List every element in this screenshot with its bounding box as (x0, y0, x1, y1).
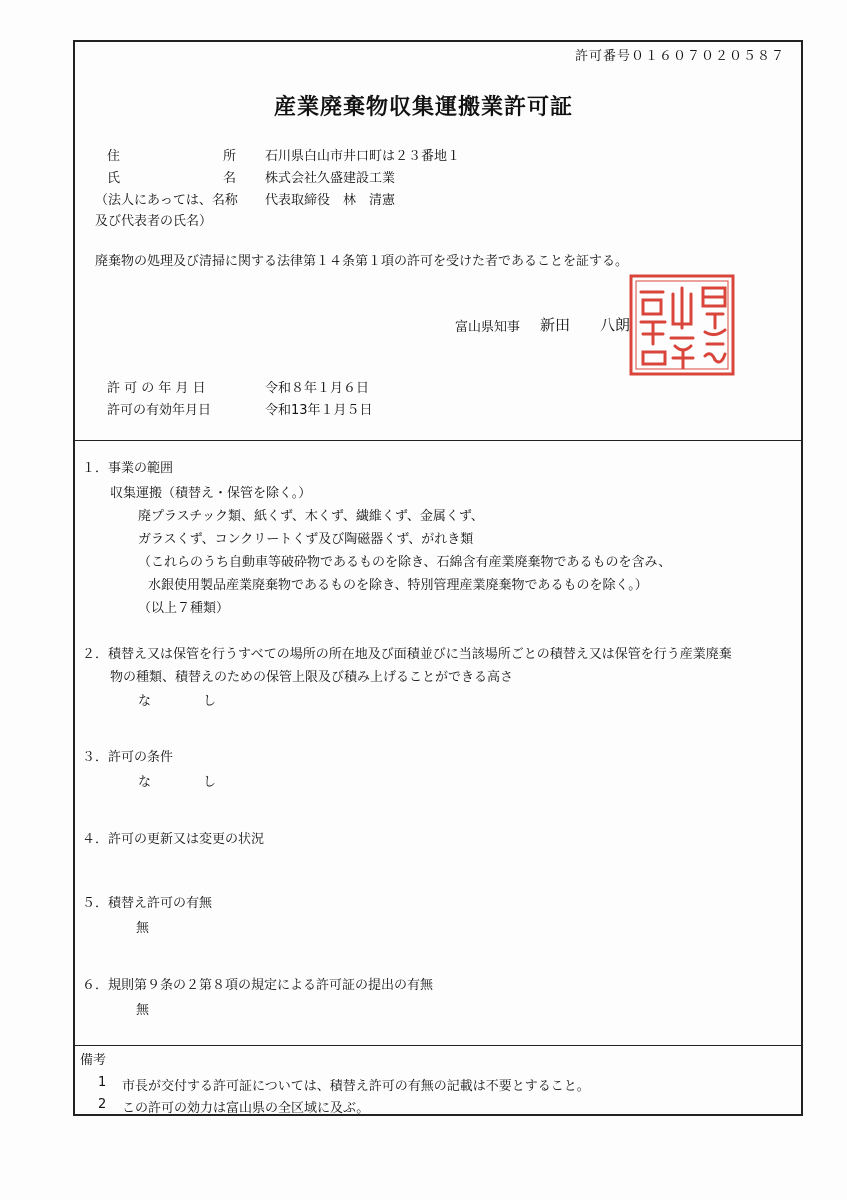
section-3-value: な し (138, 775, 217, 790)
official-seal-icon (627, 272, 737, 378)
section-3-heading: ３．許可の条件 (82, 750, 174, 765)
section-2-heading: ２．積替え又は保管を行うすべての場所の所在地及び面積並びに当該場所ごとの積替え又は保管を行う産業廃棄 (82, 647, 732, 662)
permit-number: 許可番号０１６０７０２０５８７ (574, 49, 785, 64)
name-label-a: 氏 (107, 171, 121, 186)
notes-heading: 備考 (80, 1053, 107, 1068)
divider-notes (75, 1045, 801, 1046)
name-label-b: 名 (223, 171, 237, 186)
note-1-number: 1 (98, 1075, 107, 1090)
expiry-date-value: 令和13年１月５日 (265, 403, 373, 418)
section-1-heading: １．事業の範囲 (82, 461, 174, 476)
note-2-number: 2 (98, 1097, 107, 1112)
permit-date-value: 令和８年１月６日 (265, 381, 370, 396)
note-1-text: 市長が交付する許可証については、積替え許可の有無の記載は不要とすること。 (122, 1079, 590, 1094)
page-title: 産業廃棄物収集運搬業許可証 (273, 95, 573, 120)
corp-note-line1: （法人にあっては、名称 (95, 193, 238, 208)
address-value: 石川県白山市井口町は２３番地１ (265, 149, 461, 164)
section-6-value: 無 (136, 1003, 150, 1018)
section-2-value: な し (138, 694, 217, 709)
section-1-line: 廃プラスチック類、紙くず、木くず、繊維くず、金属くず、 (138, 509, 484, 524)
name-value: 株式会社久盛建設工業 (265, 171, 396, 186)
section-5-value: 無 (136, 921, 150, 936)
section-1-line: ガラスくず、コンクリートくず及び陶磁器くず、がれき類 (138, 532, 474, 547)
issuer-title: 富山県知事 (455, 320, 521, 335)
section-1-line: 水銀使用製品産業廃棄物であるものを除き、特別管理産業廃棄物であるものを除く。） (148, 578, 648, 593)
section-6-heading: ６．規則第９条の２第８項の規定による許可証の提出の有無 (82, 978, 434, 993)
note-2-text: この許可の効力は富山県の全区域に及ぶ。 (122, 1101, 370, 1116)
issuer-name: 新田 八朗 (540, 316, 631, 334)
representative-value: 代表取締役 林 清憲 (265, 193, 396, 208)
certification-text: 廃棄物の処理及び清掃に関する法律第１４条第１項の許可を受けた者であることを証する。 (95, 254, 629, 269)
section-2-heading-cont: 物の種類、積替えのための保管上限及び積み上げることができる高さ (110, 670, 514, 685)
section-1-line: （これらのうち自動車等破砕物であるものを除き、石綿含有産業廃棄物であるものを含み、 (138, 555, 672, 570)
section-1-line: 収集運搬（積替え・保管を除く。） (110, 486, 312, 501)
divider-top (75, 440, 801, 441)
address-label-a: 住 (107, 149, 121, 164)
expiry-date-label: 許可の有効年月日 (107, 403, 212, 418)
section-4-heading: ４．許可の更新又は変更の状況 (82, 832, 265, 847)
address-label-b: 所 (223, 149, 237, 164)
section-5-heading: ５．積替え許可の有無 (82, 896, 213, 911)
section-1-line: （以上７種類） (138, 601, 230, 616)
permit-date-label: 許 可 の 年 月 日 (107, 381, 206, 396)
corp-note-line2: 及び代表者の氏名） (95, 214, 213, 229)
